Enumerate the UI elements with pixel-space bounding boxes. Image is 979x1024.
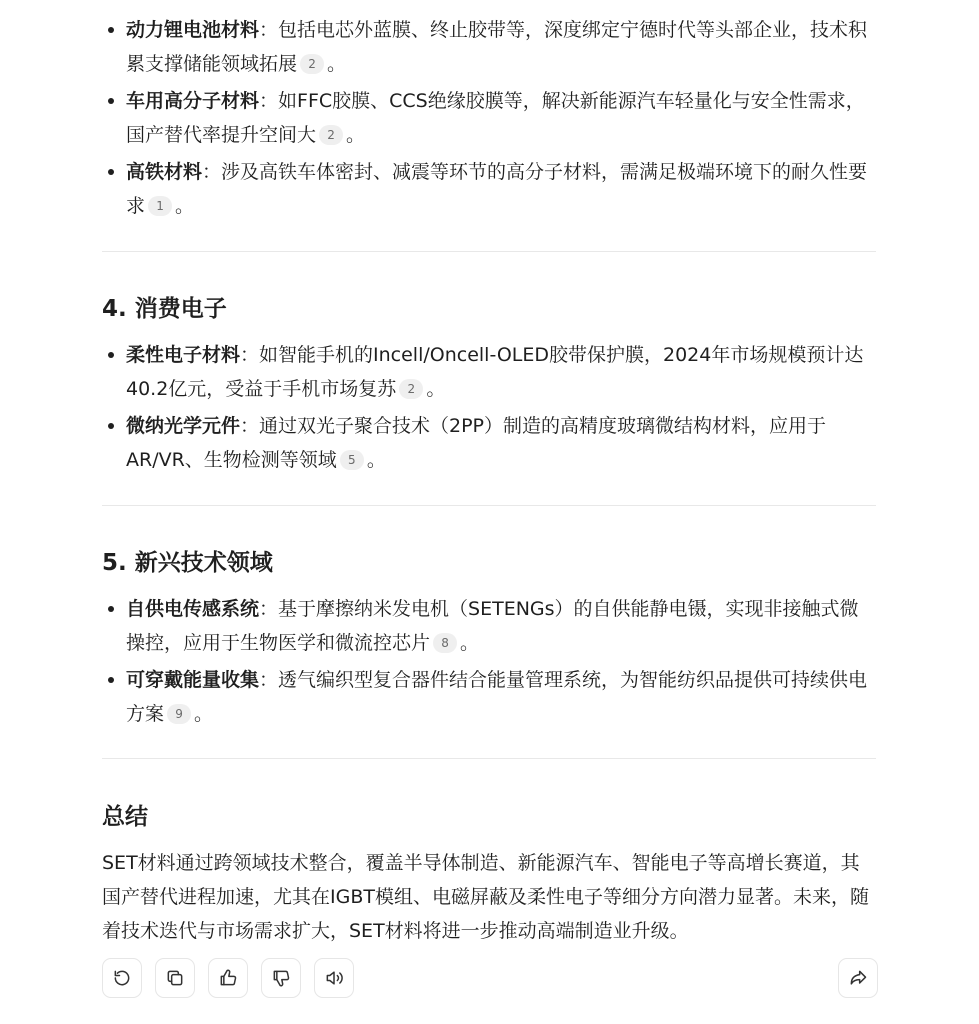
list-item <box>102 13 876 81</box>
citation-badge[interactable]: 1 <box>148 196 172 216</box>
item-term: 微纳光学元件 <box>126 415 241 437</box>
item-desc: ：通过双光子聚合技术（2PP）制造的高精度玻璃微结构材料，应用于AR/VR、生物检测等领域 <box>126 415 827 471</box>
divider <box>102 505 876 506</box>
regenerate-button[interactable] <box>102 958 142 998</box>
thumbs-up-button[interactable] <box>208 958 248 998</box>
emerging-tech-list <box>102 592 876 734</box>
citation-badge[interactable]: 2 <box>319 125 343 145</box>
divider <box>102 251 876 252</box>
item-desc: ：如智能手机的Incell/Oncell-OLED胶带保护膜，2024年市场规模预计达40.2亿元，受益于手机市场复苏 <box>126 344 864 400</box>
thumbs-down-icon <box>271 968 291 988</box>
item-term: 可穿戴能量收集 <box>126 669 260 691</box>
citation-badge[interactable]: 5 <box>340 450 364 470</box>
item-term: 车用高分子材料 <box>126 90 260 112</box>
citation-badge[interactable]: 8 <box>433 633 457 653</box>
citation-badge[interactable]: 9 <box>167 704 191 724</box>
item-term: 自供电传感系统 <box>126 598 260 620</box>
section-heading: 5. 新兴技术领域 <box>102 550 273 576</box>
list-item <box>102 84 876 152</box>
item-end: 。 <box>194 703 214 725</box>
list-item <box>102 663 876 731</box>
summary-text: SET材料通过跨领域技术整合，覆盖半导体制造、新能源汽车、智能电子等高增长赛道，其国产替代进程加速，尤其在IGBT模组、电磁屏蔽及柔性电子等细分方向潜力显著。未来，随着技术迭代与市场需求扩大，SET材料将进一步推动高端制造业升级。 <box>102 852 869 942</box>
thumbs-down-button[interactable] <box>261 958 301 998</box>
summary-heading: 总结 <box>102 804 148 830</box>
item-desc: ：透气编织型复合器件结合能量管理系统，为智能纺织品提供可持续供电方案 <box>126 669 868 725</box>
item-end: 。 <box>327 53 347 75</box>
item-end: 。 <box>426 378 446 400</box>
divider <box>102 758 876 759</box>
industrial-materials-list <box>102 13 876 226</box>
item-end: 。 <box>346 124 366 146</box>
item-desc: ：涉及高铁车体密封、减震等环节的高分子材料，需满足极端环境下的耐久性要求 <box>126 161 868 217</box>
share-icon <box>848 968 868 988</box>
item-desc: ：包括电芯外蓝膜、终止胶带等，深度绑定宁德时代等头部企业，技术积累支撑储能领域拓展 <box>126 19 868 75</box>
message-actions <box>102 958 876 998</box>
citation-badge[interactable]: 2 <box>300 54 324 74</box>
item-term: 动力锂电池材料 <box>126 19 260 41</box>
section-heading: 4. 消费电子 <box>102 296 227 322</box>
regenerate-icon <box>112 968 132 988</box>
list-item <box>102 409 876 477</box>
consumer-electronics-list <box>102 338 876 480</box>
share-button[interactable] <box>838 958 878 998</box>
item-end: 。 <box>366 449 386 471</box>
read-aloud-button[interactable] <box>314 958 354 998</box>
item-end: 。 <box>460 632 480 654</box>
item-term: 高铁材料 <box>126 161 203 183</box>
list-item <box>102 338 876 406</box>
copy-button[interactable] <box>155 958 195 998</box>
item-end: 。 <box>175 195 195 217</box>
thumbs-up-icon <box>218 968 238 988</box>
item-term: 柔性电子材料 <box>126 344 241 366</box>
item-desc: ：基于摩擦纳米发电机（SETENGs）的自供能静电镊，实现非接触式微操控，应用于生物医学和微流控芯片 <box>126 598 859 654</box>
item-desc: ：如FFC胶膜、CCS绝缘胶膜等，解决新能源汽车轻量化与安全性需求，国产替代率提升空间大 <box>126 90 865 146</box>
speaker-icon <box>324 968 344 988</box>
citation-badge[interactable]: 2 <box>399 379 423 399</box>
list-item <box>102 592 876 660</box>
copy-icon <box>165 968 185 988</box>
list-item <box>102 155 876 223</box>
